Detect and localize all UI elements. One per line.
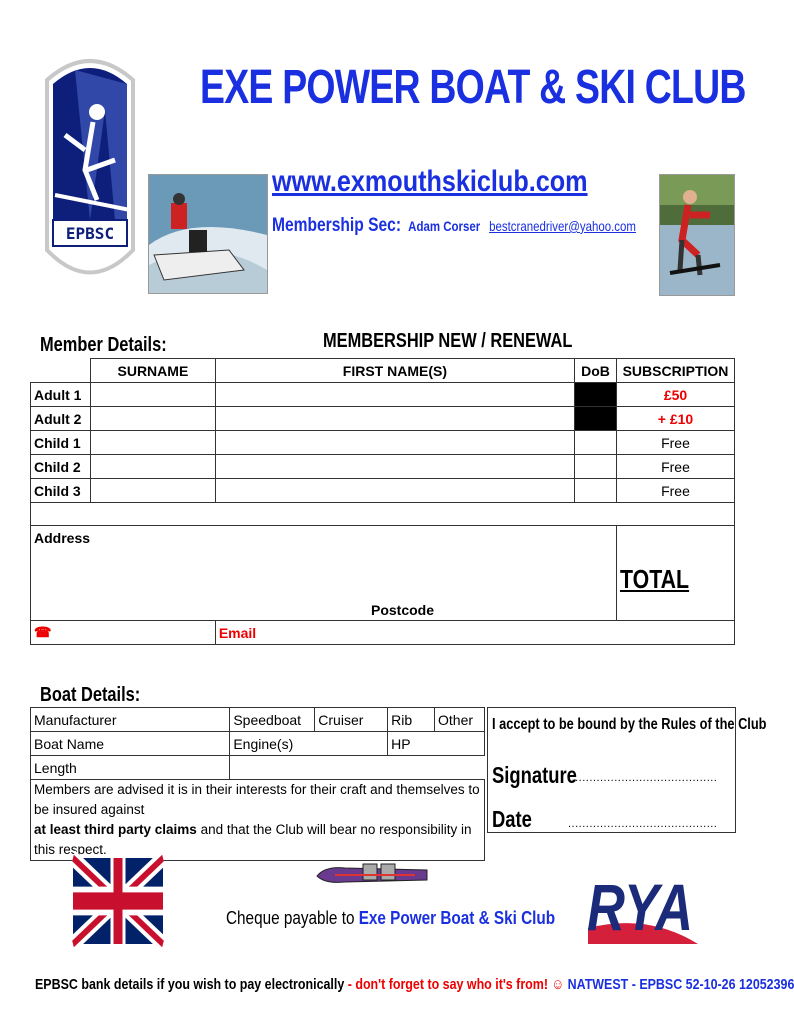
bank-reminder: - don't forget to say who it's from! ☺ — [347, 976, 565, 993]
surname-field[interactable] — [90, 455, 215, 479]
insurance-bold: at least third party claims — [34, 822, 197, 837]
subscription-value: Free — [616, 455, 734, 479]
surname-field[interactable] — [90, 407, 215, 431]
email-label: Email — [218, 624, 257, 641]
club-logo — [35, 50, 145, 290]
address-label: Address — [34, 530, 91, 546]
bank-details — [35, 976, 794, 993]
spacer-row — [31, 503, 735, 526]
boat-name-field[interactable]: Boat Name — [31, 732, 230, 756]
dob-field[interactable] — [575, 479, 617, 503]
date-field[interactable]: .......................................... — [568, 818, 718, 830]
phone-field[interactable] — [31, 621, 216, 645]
table-row — [31, 756, 485, 780]
bank-account: NATWEST - EPBSC 52-10-26 12052396 — [564, 976, 794, 993]
rya-text: RYA — [587, 870, 693, 944]
membership-sec-email[interactable]: bestcranedriver@yahoo.com — [489, 218, 637, 234]
bank-prefix: EPBSC bank details if you wish to pay electronically — [35, 976, 348, 993]
table-row — [31, 455, 735, 479]
date-label: Date — [492, 806, 532, 832]
subscription-value: Free — [616, 479, 734, 503]
website-link[interactable]: www.exmouthskiclub.com — [272, 165, 588, 198]
surname-field[interactable] — [90, 479, 215, 503]
postcode-label: Postcode — [371, 602, 435, 618]
table-row — [31, 708, 485, 732]
union-jack-flag — [73, 858, 163, 944]
waterskier-photo — [659, 174, 735, 296]
row-label: Adult 1 — [31, 383, 91, 407]
row-label: Child 1 — [31, 431, 91, 455]
rib-option[interactable]: Rib — [388, 708, 435, 732]
subscription-value: £50 — [616, 383, 734, 407]
insurance-note — [31, 780, 485, 861]
column-first-names: FIRST NAME(S) — [215, 359, 574, 383]
dob-field[interactable] — [575, 407, 617, 431]
subscription-value: + £10 — [616, 407, 734, 431]
insurance-row — [31, 780, 485, 861]
membership-secretary — [272, 215, 636, 237]
manufacturer-field[interactable]: Manufacturer — [31, 708, 230, 732]
table-row — [31, 431, 735, 455]
cheque-payee: Exe Power Boat & Ski Club — [358, 908, 556, 928]
cheque-prefix: Cheque payable to — [226, 908, 359, 928]
insurance-text-2: and that the Club will bear no responsibility in this respect. — [34, 822, 472, 857]
boat-details-label: Boat Details: — [40, 684, 141, 706]
insurance-text-1: Members are advised it is in their interests for their craft and themselves to be insured against — [34, 782, 480, 817]
first-name-field[interactable] — [215, 407, 574, 431]
first-name-field[interactable] — [215, 383, 574, 407]
signature-field[interactable]: .......................................... — [568, 772, 718, 784]
jetski-photo — [148, 174, 268, 294]
club-title: EXE POWER BOAT & SKI CLUB — [200, 61, 746, 114]
length-field[interactable]: Length — [31, 756, 230, 780]
row-label: Child 3 — [31, 479, 91, 503]
member-table — [30, 358, 735, 645]
dob-field[interactable] — [575, 383, 617, 407]
membership-form-title: MEMBERSHIP NEW / RENEWAL — [323, 330, 573, 352]
surname-field[interactable] — [90, 431, 215, 455]
column-subscription: SUBSCRIPTION — [616, 359, 734, 383]
other-option[interactable]: Other — [435, 708, 485, 732]
cruiser-option[interactable]: Cruiser — [315, 708, 388, 732]
boat-table — [30, 707, 485, 861]
contact-row — [31, 621, 735, 645]
table-row — [31, 407, 735, 431]
dob-field[interactable] — [575, 455, 617, 479]
column-dob: DoB — [575, 359, 617, 383]
first-name-field[interactable] — [215, 455, 574, 479]
engines-field[interactable]: Engine(s) — [230, 732, 388, 756]
member-details-label: Member Details: — [40, 334, 167, 356]
first-name-field[interactable] — [215, 431, 574, 455]
hp-field[interactable]: HP — [388, 732, 485, 756]
email-field[interactable] — [215, 621, 734, 645]
speedboat-option[interactable]: Speedboat — [230, 708, 315, 732]
column-surname: SURNAME — [90, 359, 215, 383]
first-name-field[interactable] — [215, 479, 574, 503]
table-row — [31, 732, 485, 756]
rya-logo — [588, 858, 698, 944]
address-row — [31, 526, 735, 621]
accept-text: I accept to be bound by the Rules of the Club — [492, 716, 767, 733]
address-field[interactable] — [31, 526, 617, 621]
dob-field[interactable] — [575, 431, 617, 455]
row-label: Child 2 — [31, 455, 91, 479]
cheque-line — [226, 908, 555, 929]
total-box — [616, 526, 734, 621]
member-table-header — [31, 359, 735, 383]
row-label: Adult 2 — [31, 407, 91, 431]
subscription-value: Free — [616, 431, 734, 455]
acceptance-box — [487, 707, 767, 833]
phone-icon: ☎ — [34, 624, 52, 640]
ski-image — [315, 860, 430, 888]
table-row — [31, 383, 735, 407]
signature-label: Signature — [492, 762, 577, 788]
surname-field[interactable] — [90, 383, 215, 407]
total-label: TOTAL — [619, 563, 690, 594]
logo-text: EPBSC — [65, 224, 115, 243]
membership-sec-name: Adam Corser — [408, 218, 481, 234]
membership-sec-label: Membership Sec: — [272, 215, 402, 236]
table-row — [31, 479, 735, 503]
